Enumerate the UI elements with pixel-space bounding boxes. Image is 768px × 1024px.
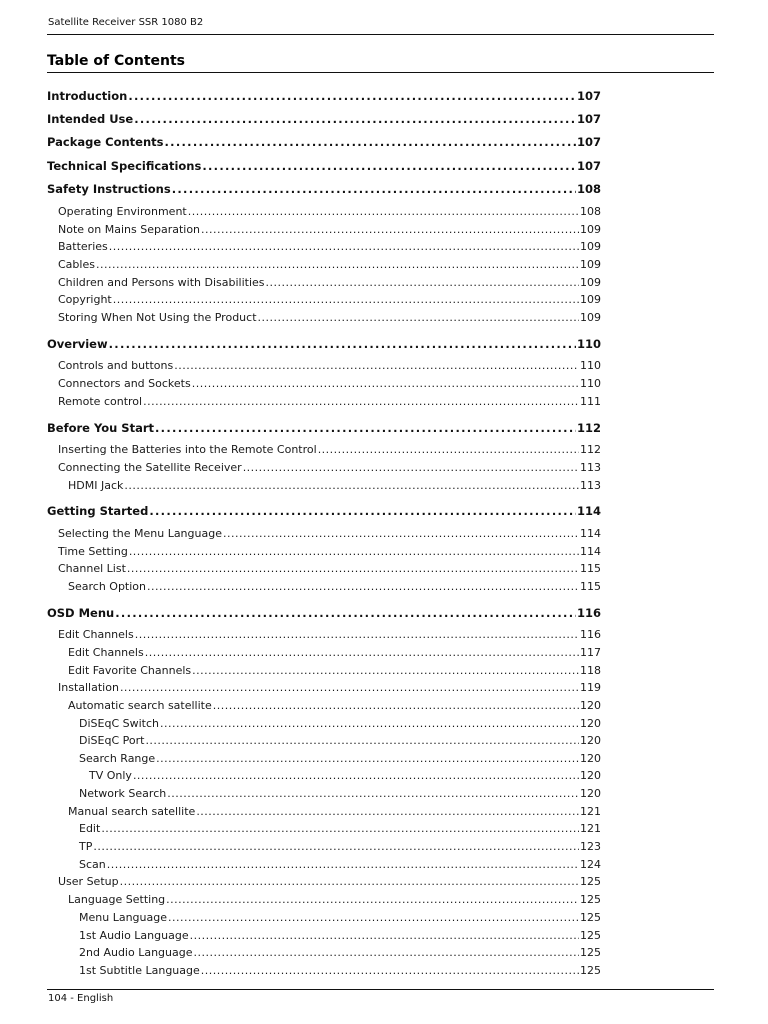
- toc-entry[interactable]: [47, 443, 601, 457]
- toc-entry[interactable]: [47, 545, 601, 559]
- dot-leader: [213, 699, 579, 713]
- toc-entry-label: Language Setting: [68, 893, 166, 906]
- dot-leader: [194, 946, 580, 960]
- toc-entry-label: Edit: [79, 822, 101, 835]
- toc-chapter-entry[interactable]: [47, 421, 601, 435]
- toc-entry-page-number: 107: [576, 112, 601, 126]
- toc-entry-page-number: 113: [580, 479, 601, 492]
- page-title: Table of Contents: [47, 53, 186, 69]
- toc-entry[interactable]: [47, 258, 601, 272]
- dot-leader: [192, 377, 579, 391]
- toc-entry-label: Remote control: [58, 395, 143, 408]
- toc-entry-page-number: 125: [580, 964, 601, 977]
- toc-entry[interactable]: [47, 479, 601, 493]
- toc-entry-page-number: 111: [580, 395, 601, 408]
- toc-entry-label: Package Contents: [47, 135, 164, 149]
- toc-entry-label: Installation: [58, 681, 119, 694]
- dot-leader: [202, 159, 576, 173]
- toc-entry-page-number: 110: [576, 337, 601, 351]
- toc-entry-label: Edit Favorite Channels: [68, 664, 192, 677]
- dot-leader: [127, 562, 579, 576]
- toc-entry-page-number: 124: [580, 858, 601, 871]
- toc-entry[interactable]: [47, 752, 601, 766]
- toc-entry-page-number: 109: [580, 240, 601, 253]
- toc-entry-label: 2nd Audio Language: [79, 946, 193, 959]
- dot-leader: [145, 646, 579, 660]
- page-footer: 104 - English: [48, 993, 114, 1004]
- title-divider: [47, 72, 714, 73]
- toc-entry-label: Cables: [58, 258, 95, 271]
- dot-leader: [115, 606, 576, 620]
- dot-leader: [120, 875, 579, 889]
- toc-entry-page-number: 120: [580, 787, 601, 800]
- dot-leader: [145, 734, 579, 748]
- toc-entry-label: Batteries: [58, 240, 108, 253]
- dot-leader: [124, 479, 579, 493]
- toc-entry-label: Children and Persons with Disabilities: [58, 276, 265, 289]
- toc-entry-page-number: 110: [580, 359, 601, 372]
- header-divider: [47, 34, 714, 35]
- dot-leader: [147, 580, 579, 594]
- toc-entry[interactable]: [47, 223, 601, 237]
- dot-leader: [156, 752, 579, 766]
- toc-chapter-entry[interactable]: [47, 159, 601, 173]
- toc-chapter-entry[interactable]: [47, 89, 601, 103]
- toc-entry-label: Intended Use: [47, 112, 134, 126]
- toc-entry[interactable]: [47, 858, 601, 872]
- toc-entry-page-number: 121: [580, 822, 601, 835]
- toc-entry-label: Network Search: [79, 787, 167, 800]
- running-header: Satellite Receiver SSR 1080 B2: [48, 17, 204, 28]
- dot-leader: [223, 527, 579, 541]
- toc-entry-label: 1st Audio Language: [79, 929, 189, 942]
- toc-entry-page-number: 119: [580, 681, 601, 694]
- toc-entry[interactable]: [47, 580, 601, 594]
- toc-entry-page-number: 114: [580, 527, 601, 540]
- toc-entry[interactable]: [47, 240, 601, 254]
- toc-entry-label: Getting Started: [47, 504, 149, 518]
- toc-entry[interactable]: [47, 205, 601, 219]
- dot-leader: [101, 822, 579, 836]
- toc-entry-label: Edit Channels: [68, 646, 144, 659]
- toc-entry-label: TP: [79, 840, 93, 853]
- toc-entry-label: Time Setting: [58, 545, 128, 558]
- toc-entry-page-number: 114: [576, 504, 601, 518]
- toc-entry-label: Manual search satellite: [68, 805, 196, 818]
- dot-leader: [196, 805, 579, 819]
- dot-leader: [165, 135, 576, 149]
- toc-entry[interactable]: [47, 681, 601, 695]
- toc-entry-page-number: 110: [580, 377, 601, 390]
- toc-entry-page-number: 117: [580, 646, 601, 659]
- toc-entry-page-number: 107: [576, 135, 601, 149]
- toc-entry-page-number: 120: [580, 734, 601, 747]
- dot-leader: [243, 461, 579, 475]
- toc-entry-page-number: 109: [580, 276, 601, 289]
- toc-entry-page-number: 125: [580, 946, 601, 959]
- toc-entry-label: Overview: [47, 337, 108, 351]
- dot-leader: [318, 443, 579, 457]
- dot-leader: [134, 112, 576, 126]
- toc-entry-label: Edit Channels: [58, 628, 134, 641]
- toc-entry-label: OSD Menu: [47, 606, 115, 620]
- toc-entry[interactable]: [47, 276, 601, 290]
- toc-entry[interactable]: [47, 734, 601, 748]
- toc-entry-page-number: 125: [580, 929, 601, 942]
- toc-entry[interactable]: [47, 699, 601, 713]
- dot-leader: [192, 664, 579, 678]
- dot-leader: [266, 276, 580, 290]
- toc-entry-page-number: 120: [580, 717, 601, 730]
- toc-entry-label: Before You Start: [47, 421, 155, 435]
- toc-entry-label: TV Only: [89, 769, 132, 782]
- toc-entry[interactable]: [47, 628, 601, 642]
- toc-entry-label: HDMI Jack: [68, 479, 124, 492]
- toc-entry[interactable]: [47, 875, 601, 889]
- dot-leader: [109, 337, 576, 351]
- dot-leader: [120, 681, 579, 695]
- toc-entry-page-number: 120: [580, 752, 601, 765]
- toc-entry-label: Technical Specifications: [47, 159, 202, 173]
- toc-entry[interactable]: [47, 805, 601, 819]
- toc-entry[interactable]: [47, 527, 601, 541]
- toc-entry-label: Selecting the Menu Language: [58, 527, 222, 540]
- toc-entry-label: Scan: [79, 858, 106, 871]
- dot-leader: [172, 182, 576, 196]
- toc-entry[interactable]: [47, 311, 601, 325]
- dot-leader: [129, 545, 579, 559]
- dot-leader: [107, 858, 579, 872]
- toc-entry-label: User Setup: [58, 875, 119, 888]
- toc-entry[interactable]: [47, 911, 601, 925]
- dot-leader: [160, 717, 579, 731]
- toc-entry-page-number: 125: [580, 893, 601, 906]
- toc-chapter-entry[interactable]: [47, 504, 601, 518]
- toc-entry[interactable]: [47, 395, 601, 409]
- toc-entry-label: Menu Language: [79, 911, 167, 924]
- dot-leader: [113, 293, 579, 307]
- toc-entry-label: Safety Instructions: [47, 182, 171, 196]
- toc-entry[interactable]: [47, 461, 601, 475]
- toc-chapter-entry[interactable]: [47, 606, 601, 620]
- toc-entry[interactable]: [47, 664, 601, 678]
- toc-entry-page-number: 115: [580, 562, 601, 575]
- toc-entry[interactable]: [47, 787, 601, 801]
- toc-entry-label: Connectors and Sockets: [58, 377, 191, 390]
- dot-leader: [96, 258, 579, 272]
- toc-entry[interactable]: [47, 769, 601, 783]
- toc-entry-label: Inserting the Batteries into the Remote Control: [58, 443, 317, 456]
- footer-divider: [47, 989, 714, 990]
- toc-entry-page-number: 120: [580, 769, 601, 782]
- toc-entry-label: Search Option: [68, 580, 146, 593]
- toc-entry-label: Automatic search satellite: [68, 699, 212, 712]
- toc-entry-label: Introduction: [47, 89, 128, 103]
- toc-entry-page-number: 107: [576, 159, 601, 173]
- dot-leader: [133, 769, 579, 783]
- toc-entry[interactable]: [47, 359, 601, 373]
- toc-entry-page-number: 121: [580, 805, 601, 818]
- toc-entry-page-number: 109: [580, 311, 601, 324]
- dot-leader: [201, 964, 579, 978]
- toc-entry-label: Controls and buttons: [58, 359, 174, 372]
- toc-entry-page-number: 113: [580, 461, 601, 474]
- toc-entry-page-number: 108: [580, 205, 601, 218]
- toc-entry[interactable]: [47, 964, 601, 978]
- dot-leader: [93, 840, 579, 854]
- toc-entry-label: Connecting the Satellite Receiver: [58, 461, 242, 474]
- toc-entry[interactable]: [47, 840, 601, 854]
- dot-leader: [174, 359, 579, 373]
- toc-entry[interactable]: [47, 946, 601, 960]
- toc-entry[interactable]: [47, 929, 601, 943]
- toc-entry-page-number: 109: [580, 258, 601, 271]
- toc-entry-page-number: 116: [576, 606, 601, 620]
- toc-entry-page-number: 120: [580, 699, 601, 712]
- toc-entry[interactable]: [47, 377, 601, 391]
- toc-entry[interactable]: [47, 293, 601, 307]
- toc-entry-page-number: 109: [580, 293, 601, 306]
- dot-leader: [128, 89, 576, 103]
- toc-entry-page-number: 123: [580, 840, 601, 853]
- toc-entry-page-number: 112: [580, 443, 601, 456]
- toc-entry-page-number: 108: [576, 182, 601, 196]
- dot-leader: [109, 240, 579, 254]
- toc-entry-page-number: 112: [576, 421, 601, 435]
- toc-entry-label: 1st Subtitle Language: [79, 964, 200, 977]
- toc-entry-label: DiSEqC Port: [79, 734, 145, 747]
- toc-entry-label: Search Range: [79, 752, 156, 765]
- toc-entry-page-number: 125: [580, 911, 601, 924]
- toc-entry[interactable]: [47, 893, 601, 907]
- toc-entry-page-number: 125: [580, 875, 601, 888]
- toc-entry-page-number: 116: [580, 628, 601, 641]
- dot-leader: [143, 395, 579, 409]
- toc-chapter-entry[interactable]: [47, 112, 601, 126]
- dot-leader: [135, 628, 579, 642]
- toc-entry-page-number: 109: [580, 223, 601, 236]
- dot-leader: [166, 893, 579, 907]
- toc-entry-label: Note on Mains Separation: [58, 223, 201, 236]
- dot-leader: [168, 911, 579, 925]
- toc-entry-page-number: 107: [576, 89, 601, 103]
- toc-entry-page-number: 115: [580, 580, 601, 593]
- toc-entry[interactable]: [47, 822, 601, 836]
- dot-leader: [149, 504, 576, 518]
- dot-leader: [190, 929, 579, 943]
- toc-entry-page-number: 118: [580, 664, 601, 677]
- dot-leader: [167, 787, 579, 801]
- toc-entry-label: Copyright: [58, 293, 112, 306]
- dot-leader: [188, 205, 579, 219]
- toc-entry-label: Operating Environment: [58, 205, 187, 218]
- toc-entry-label: Channel List: [58, 562, 126, 575]
- toc-chapter-entry[interactable]: [47, 337, 601, 351]
- toc-entry-label: Storing When Not Using the Product: [58, 311, 257, 324]
- toc-chapter-entry[interactable]: [47, 182, 601, 196]
- toc-entry[interactable]: [47, 717, 601, 731]
- dot-leader: [201, 223, 579, 237]
- dot-leader: [155, 421, 576, 435]
- toc-entry[interactable]: [47, 646, 601, 660]
- dot-leader: [258, 311, 579, 325]
- toc-entry-label: DiSEqC Switch: [79, 717, 159, 730]
- toc-chapter-entry[interactable]: [47, 135, 601, 149]
- toc-entry[interactable]: [47, 562, 601, 576]
- toc-entry-page-number: 114: [580, 545, 601, 558]
